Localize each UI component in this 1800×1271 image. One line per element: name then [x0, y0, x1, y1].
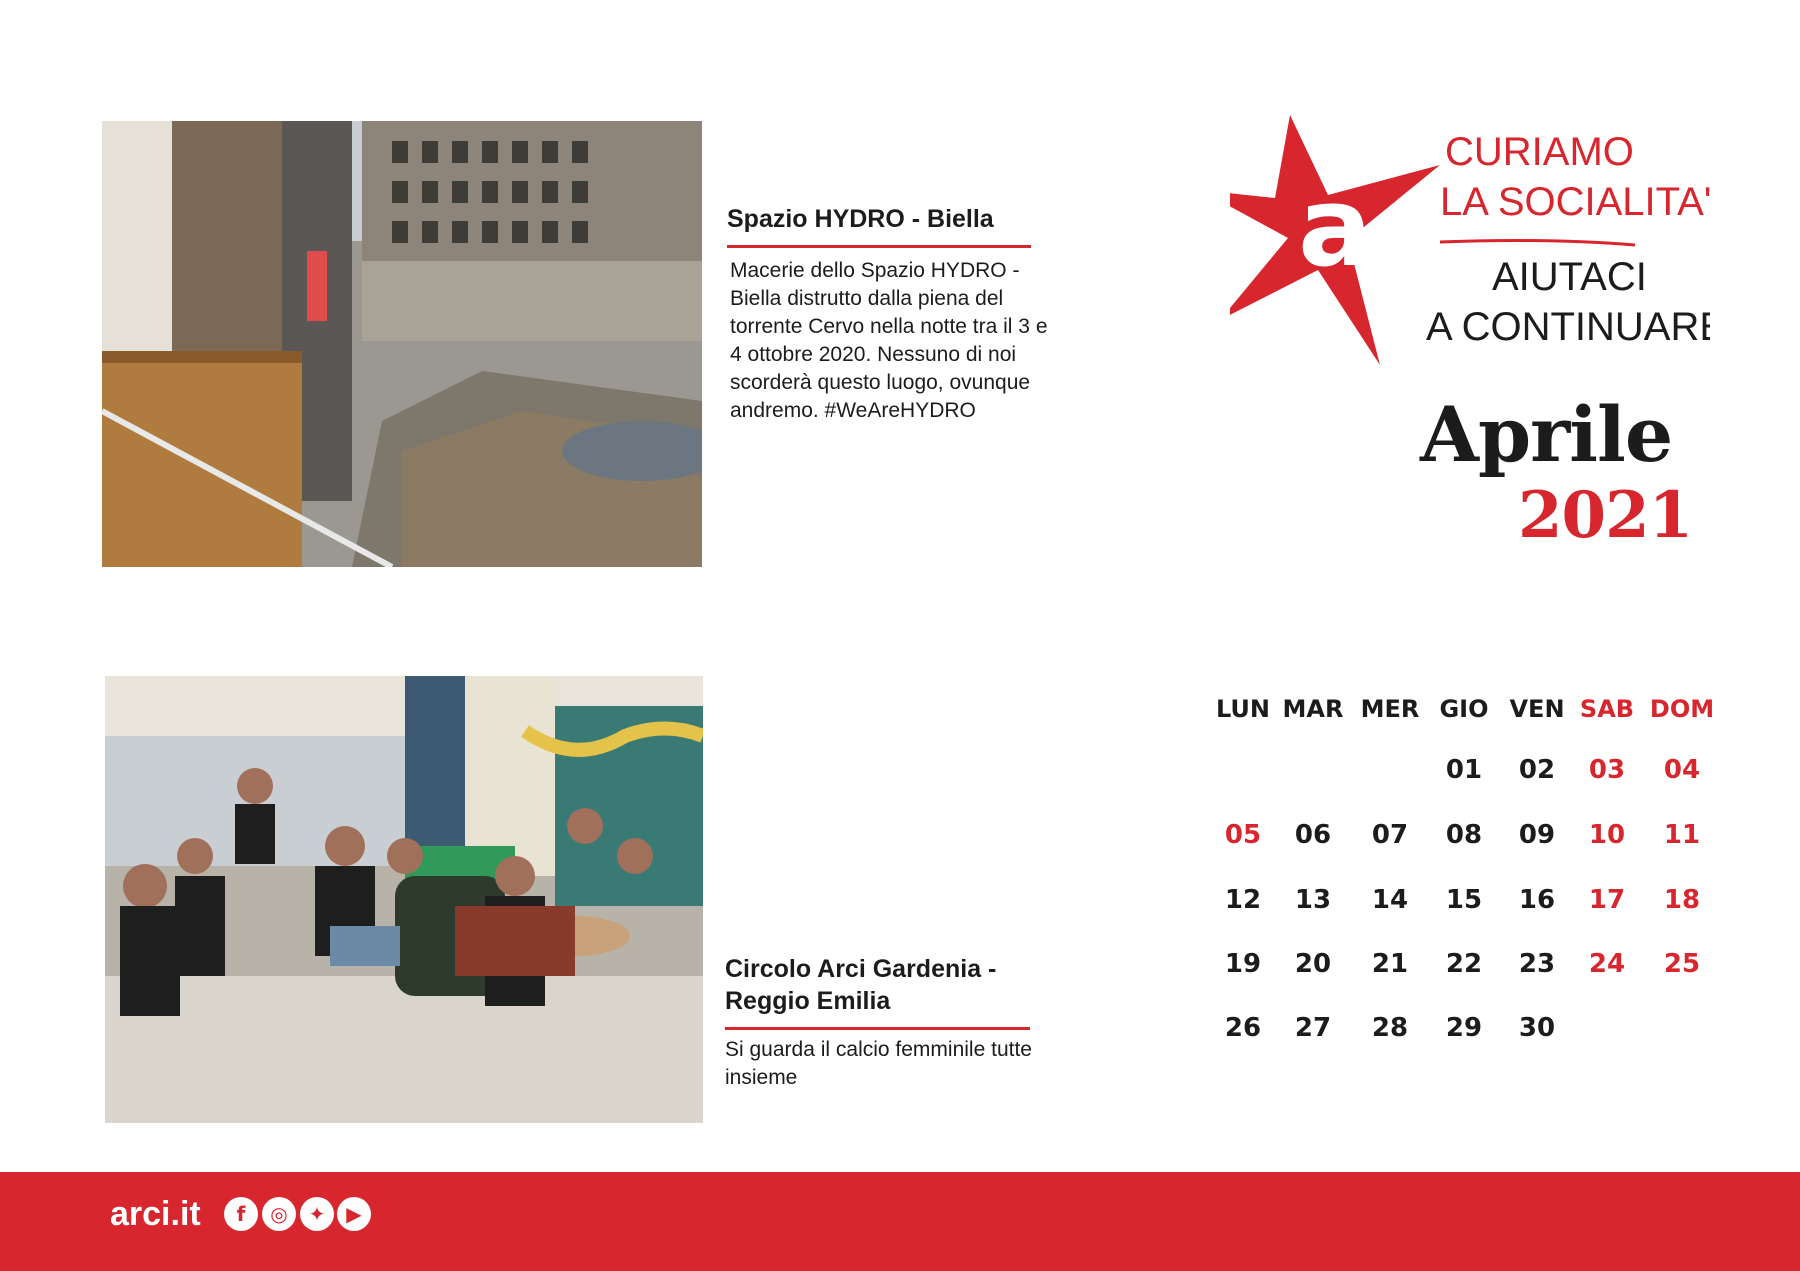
calendar-day: 30 [1518, 1013, 1556, 1043]
calendar-day: 03 [1588, 755, 1626, 785]
year-title: 2021 [1518, 478, 1693, 553]
photo-caption-hydro: Macerie dello Spazio HYDRO - Biella distrutto dalla piena del torrente Cervo nella notte tra il 3 e 4 ottobre 2020. Nessuno di noi scorderà questo luogo, ovunque andremo. #WeAreHYDRO [730, 259, 1048, 422]
month-title: Aprile [1420, 390, 1673, 479]
caption-divider [725, 1027, 1030, 1030]
weekday-ven: VEN [1509, 695, 1565, 723]
logo-line3: AIUTACI [1492, 255, 1647, 299]
photo-title-gardenia: Circolo Arci Gardenia - Reggio Emilia [725, 955, 997, 1015]
calendar-day: 01 [1445, 755, 1483, 785]
photo-spazio-hydro [102, 121, 702, 567]
calendar-day: 20 [1294, 949, 1332, 979]
twitter-icon[interactable]: ✦ [300, 1197, 334, 1231]
calendar-day: 23 [1518, 949, 1556, 979]
weekday-mer: MER [1360, 695, 1420, 723]
weekday-sab: SAB [1579, 695, 1635, 723]
calendar-day: 16 [1518, 885, 1556, 915]
youtube-icon[interactable]: ▶ [337, 1197, 371, 1231]
calendar-day: 17 [1588, 885, 1626, 915]
calendar-day: 04 [1663, 755, 1701, 785]
calendar-day: 21 [1371, 949, 1409, 979]
calendar-day: 25 [1663, 949, 1701, 979]
calendar-day: 19 [1224, 949, 1262, 979]
photo-circolo-gardenia [105, 676, 703, 1123]
footer-site-link[interactable]: arci.it [110, 1195, 201, 1233]
calendar-day: 07 [1371, 820, 1409, 850]
calendar-day: 27 [1294, 1013, 1332, 1043]
calendar-day: 24 [1588, 949, 1626, 979]
calendar-day: 12 [1224, 885, 1262, 915]
calendar-day: 09 [1518, 820, 1556, 850]
facebook-icon[interactable]: f [224, 1197, 258, 1231]
calendar-day: 28 [1371, 1013, 1409, 1043]
caption-divider [727, 245, 1031, 248]
weekday-mar: MAR [1282, 695, 1344, 723]
calendar-day: 13 [1294, 885, 1332, 915]
weekday-dom: DOM [1649, 695, 1715, 723]
calendar-day: 05 [1224, 820, 1262, 850]
logo-line2: LA SOCIALITA' [1440, 180, 1710, 224]
calendar-day: 06 [1294, 820, 1332, 850]
calendar-day: 18 [1663, 885, 1701, 915]
arci-logo [1230, 110, 1710, 380]
weekday-gio: GIO [1439, 695, 1489, 723]
calendar-day: 22 [1445, 949, 1483, 979]
calendar-day: 08 [1445, 820, 1483, 850]
instagram-icon[interactable]: ◎ [262, 1197, 296, 1231]
logo-line4: A CONTINUARE! [1426, 305, 1710, 349]
calendar-day: 14 [1371, 885, 1409, 915]
calendar-day: 26 [1224, 1013, 1262, 1043]
logo-line1: CURIAMO [1445, 130, 1634, 174]
photo-caption-gardenia: Si guarda il calcio femminile tutte insieme [725, 1038, 1032, 1089]
photo-title-hydro: Spazio HYDRO - Biella [727, 205, 994, 233]
logo-letter: a [1298, 163, 1373, 291]
calendar-day: 10 [1588, 820, 1626, 850]
calendar-day: 02 [1518, 755, 1556, 785]
weekday-lun: LUN [1215, 695, 1270, 723]
calendar-day: 11 [1663, 820, 1701, 850]
calendar-day: 29 [1445, 1013, 1483, 1043]
calendar-day: 15 [1445, 885, 1483, 915]
